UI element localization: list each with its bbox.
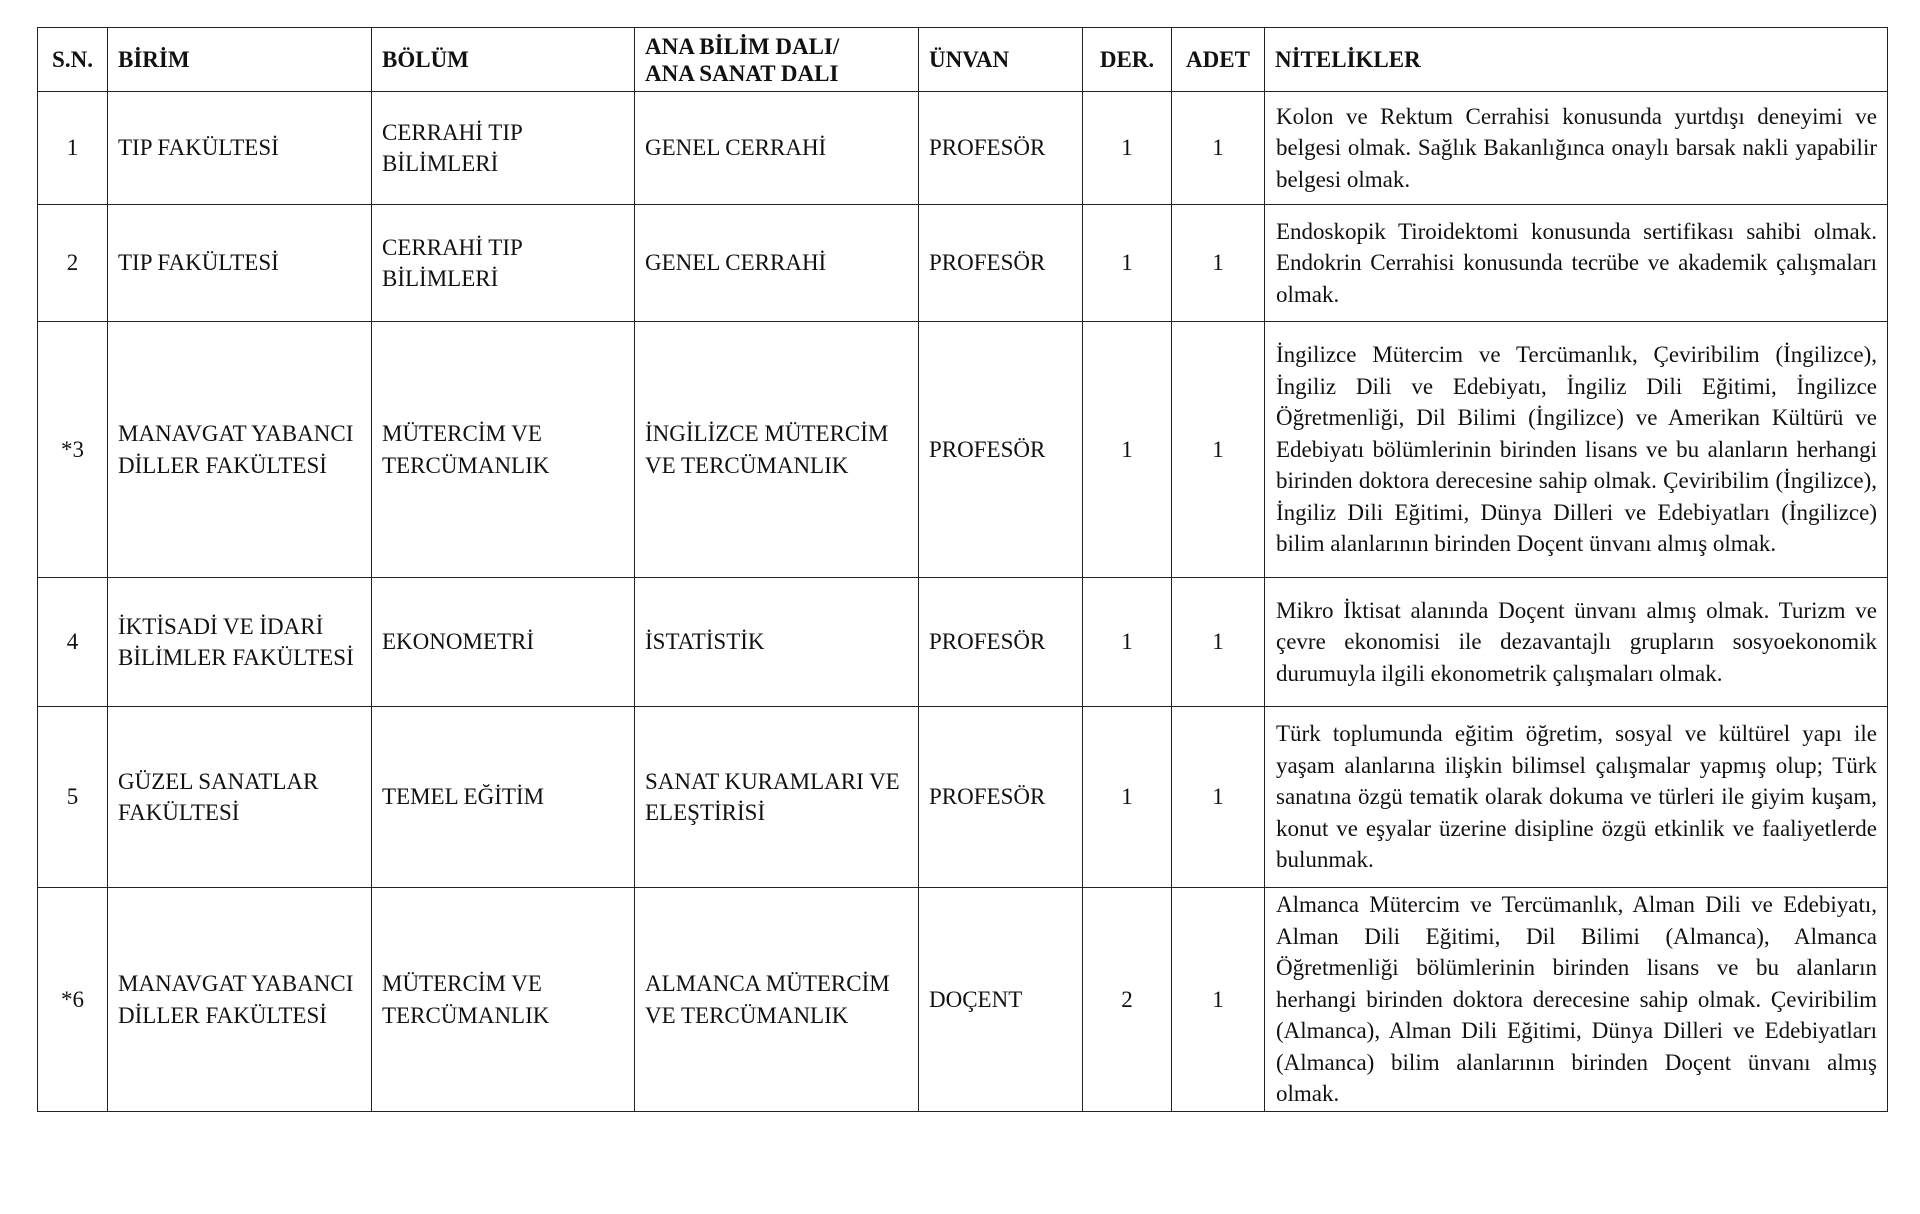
cell-sn: *3 — [38, 322, 108, 578]
cell-birim: İKTİSADİ VE İDARİ BİLİMLER FAKÜLTESİ — [108, 578, 372, 707]
table-row — [38, 322, 1888, 578]
header-unvan: ÜNVAN — [919, 28, 1083, 92]
cell-anabilim: GENEL CERRAHİ — [635, 92, 919, 205]
cell-nitelikler: İngilizce Mütercim ve Tercümanlık, Çeviribilim (İngilizce), İngiliz Dili ve Edebiyatı, İngiliz Dili Eğitimi, İngilizce Öğretmenliği, Dil Bilimi (İngilizce) ve Amerikan Kültürü ve Edebiyatı bölümlerinin birinden lisans ve bu alanların herhangi birinden doktora derecesine sahip olmak. Çeviribilim (İngilizce), İngiliz Dili Eğitimi, Dünya Dilleri ve Edebiyatları (İngilizce) bilim alanlarının birinden Doçent ünvanı almış olmak. — [1265, 322, 1888, 578]
cell-bolum: CERRAHİ TIP BİLİMLERİ — [372, 205, 635, 322]
cell-anabilim: İNGİLİZCE MÜTERCİM VE TERCÜMANLIK — [635, 322, 919, 578]
cell-adet: 1 — [1172, 888, 1265, 1112]
table-row — [38, 707, 1888, 888]
header-bolum: BÖLÜM — [372, 28, 635, 92]
header-anabilim — [635, 28, 919, 92]
cell-bolum: CERRAHİ TIP BİLİMLERİ — [372, 92, 635, 205]
cell-nitelikler: Almanca Mütercim ve Tercümanlık, Alman Dili ve Edebiyatı, Alman Dili Eğitimi, Dil Bilimi (Almanca), Almanca Öğretmenliği bölümlerinin birinden lisans ve bu alanların herhangi birinden doktora derecesine sahip olmak. Çeviribilim (Almanca), Alman Dili Eğitimi, Dünya Dilleri ve Edebiyatları (Almanca) bilim alanlarının birinden Doçent ünvanı almış olmak. — [1265, 888, 1888, 1112]
cell-unvan: PROFESÖR — [919, 205, 1083, 322]
cell-sn: 1 — [38, 92, 108, 205]
cell-sn: *6 — [38, 888, 108, 1112]
cell-unvan: PROFESÖR — [919, 707, 1083, 888]
cell-der: 1 — [1083, 707, 1172, 888]
cell-adet: 1 — [1172, 322, 1265, 578]
cell-bolum: EKONOMETRİ — [372, 578, 635, 707]
cell-adet: 1 — [1172, 578, 1265, 707]
table-row — [38, 578, 1888, 707]
cell-bolum: MÜTERCİM VE TERCÜMANLIK — [372, 322, 635, 578]
cell-adet: 1 — [1172, 92, 1265, 205]
cell-birim: MANAVGAT YABANCI DİLLER FAKÜLTESİ — [108, 322, 372, 578]
header-anabilim-line2: ANA SANAT DALI — [645, 60, 839, 86]
cell-unvan: DOÇENT — [919, 888, 1083, 1112]
header-row — [38, 28, 1888, 92]
header-der: DER. — [1083, 28, 1172, 92]
cell-birim: TIP FAKÜLTESİ — [108, 92, 372, 205]
cell-der: 1 — [1083, 92, 1172, 205]
table-row — [38, 888, 1888, 1112]
header-sn: S.N. — [38, 28, 108, 92]
cell-anabilim: İSTATİSTİK — [635, 578, 919, 707]
cell-anabilim: SANAT KURAMLARI VE ELEŞTİRİSİ — [635, 707, 919, 888]
cell-sn: 4 — [38, 578, 108, 707]
header-nitelikler: NİTELİKLER — [1265, 28, 1888, 92]
cell-unvan: PROFESÖR — [919, 322, 1083, 578]
cell-anabilim: GENEL CERRAHİ — [635, 205, 919, 322]
cell-birim: MANAVGAT YABANCI DİLLER FAKÜLTESİ — [108, 888, 372, 1112]
positions-table — [37, 27, 1888, 1112]
table-row — [38, 205, 1888, 322]
cell-der: 1 — [1083, 578, 1172, 707]
cell-sn: 2 — [38, 205, 108, 322]
cell-bolum: TEMEL EĞİTİM — [372, 707, 635, 888]
cell-unvan: PROFESÖR — [919, 578, 1083, 707]
cell-anabilim: ALMANCA MÜTERCİM VE TERCÜMANLIK — [635, 888, 919, 1112]
header-anabilim-line1: ANA BİLİM DALI/ — [645, 33, 840, 59]
cell-nitelikler: Mikro İktisat alanında Doçent ünvanı almış olmak. Turizm ve çevre ekonomisi ile dezavantajlı grupların sosyoekonomik durumuyla ilgili ekonometrik çalışmaları olmak. — [1265, 578, 1888, 707]
cell-birim: TIP FAKÜLTESİ — [108, 205, 372, 322]
cell-adet: 1 — [1172, 707, 1265, 888]
cell-adet: 1 — [1172, 205, 1265, 322]
cell-nitelikler: Türk toplumunda eğitim öğretim, sosyal ve kültürel yapı ile yaşam alanlarına ilişkin bilimsel çalışmalar yapmış olup; Türk sanatına özgü tematik olarak dokuma ve türleri ile giyim kuşam, konut ve eşyalar üzerine disipline özgü etkinlik ve faaliyetlerde bulunmak. — [1265, 707, 1888, 888]
cell-nitelikler: Kolon ve Rektum Cerrahisi konusunda yurtdışı deneyimi ve belgesi olmak. Sağlık Bakanlığınca onaylı barsak nakli yapabilir belgesi olmak. — [1265, 92, 1888, 205]
cell-der: 1 — [1083, 205, 1172, 322]
cell-bolum: MÜTERCİM VE TERCÜMANLIK — [372, 888, 635, 1112]
table-row — [38, 92, 1888, 205]
header-adet: ADET — [1172, 28, 1265, 92]
cell-nitelikler: Endoskopik Tiroidektomi konusunda sertifikası sahibi olmak. Endokrin Cerrahisi konusunda tecrübe ve akademik çalışmaları olmak. — [1265, 205, 1888, 322]
cell-der: 1 — [1083, 322, 1172, 578]
cell-birim: GÜZEL SANATLAR FAKÜLTESİ — [108, 707, 372, 888]
cell-der: 2 — [1083, 888, 1172, 1112]
header-birim: BİRİM — [108, 28, 372, 92]
cell-unvan: PROFESÖR — [919, 92, 1083, 205]
cell-sn: 5 — [38, 707, 108, 888]
